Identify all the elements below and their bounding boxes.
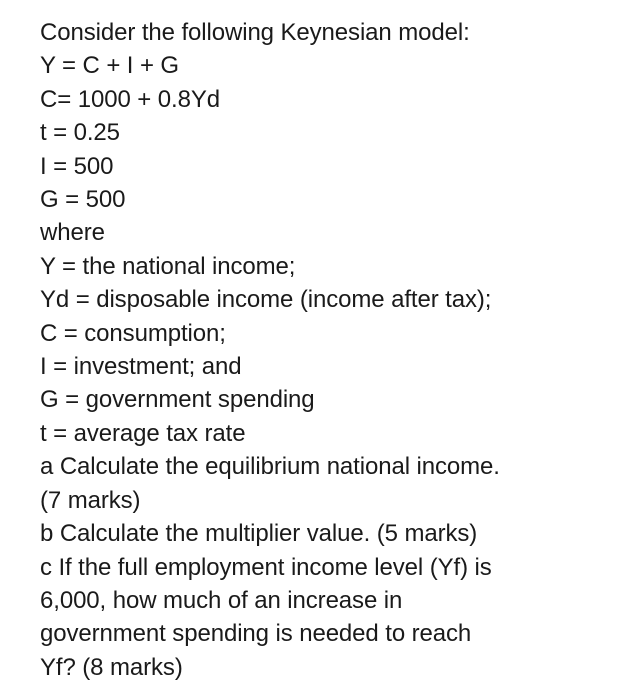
where-label: where — [40, 219, 105, 247]
definition-line: Yd = disposable income (income after tax); — [40, 286, 492, 314]
definition-line: t = average tax rate — [40, 419, 246, 447]
definition-line: I = investment; and — [40, 353, 242, 381]
definition-line: G = government spending — [40, 386, 315, 414]
part-b-line: b Calculate the multiplier value. (5 marks) — [40, 520, 478, 548]
equation-line: G = 500 — [40, 186, 126, 214]
definition-line: C = consumption; — [40, 319, 226, 347]
part-c-line: government spending is needed to reach — [40, 620, 472, 648]
equation-line: C= 1000 + 0.8Yd — [40, 85, 220, 113]
intro-text: Consider the following Keynesian model: — [40, 19, 470, 46]
equation-line: t = 0.25 — [40, 119, 120, 147]
equation-line: I = 500 — [40, 152, 114, 180]
part-a-marks: (7 marks) — [40, 486, 141, 514]
definition-line: Y = the national income; — [40, 252, 296, 280]
part-c-line: 6,000, how much of an increase in — [40, 586, 403, 614]
part-c-line: c If the full employment income level (Yf) is — [40, 553, 492, 581]
question-document — [40, 16, 610, 684]
part-c-marks: Yf? (8 marks) — [40, 653, 183, 681]
equation-line: Y = C + I + G — [40, 52, 179, 80]
part-a-line: a Calculate the equilibrium national income. — [40, 453, 500, 481]
